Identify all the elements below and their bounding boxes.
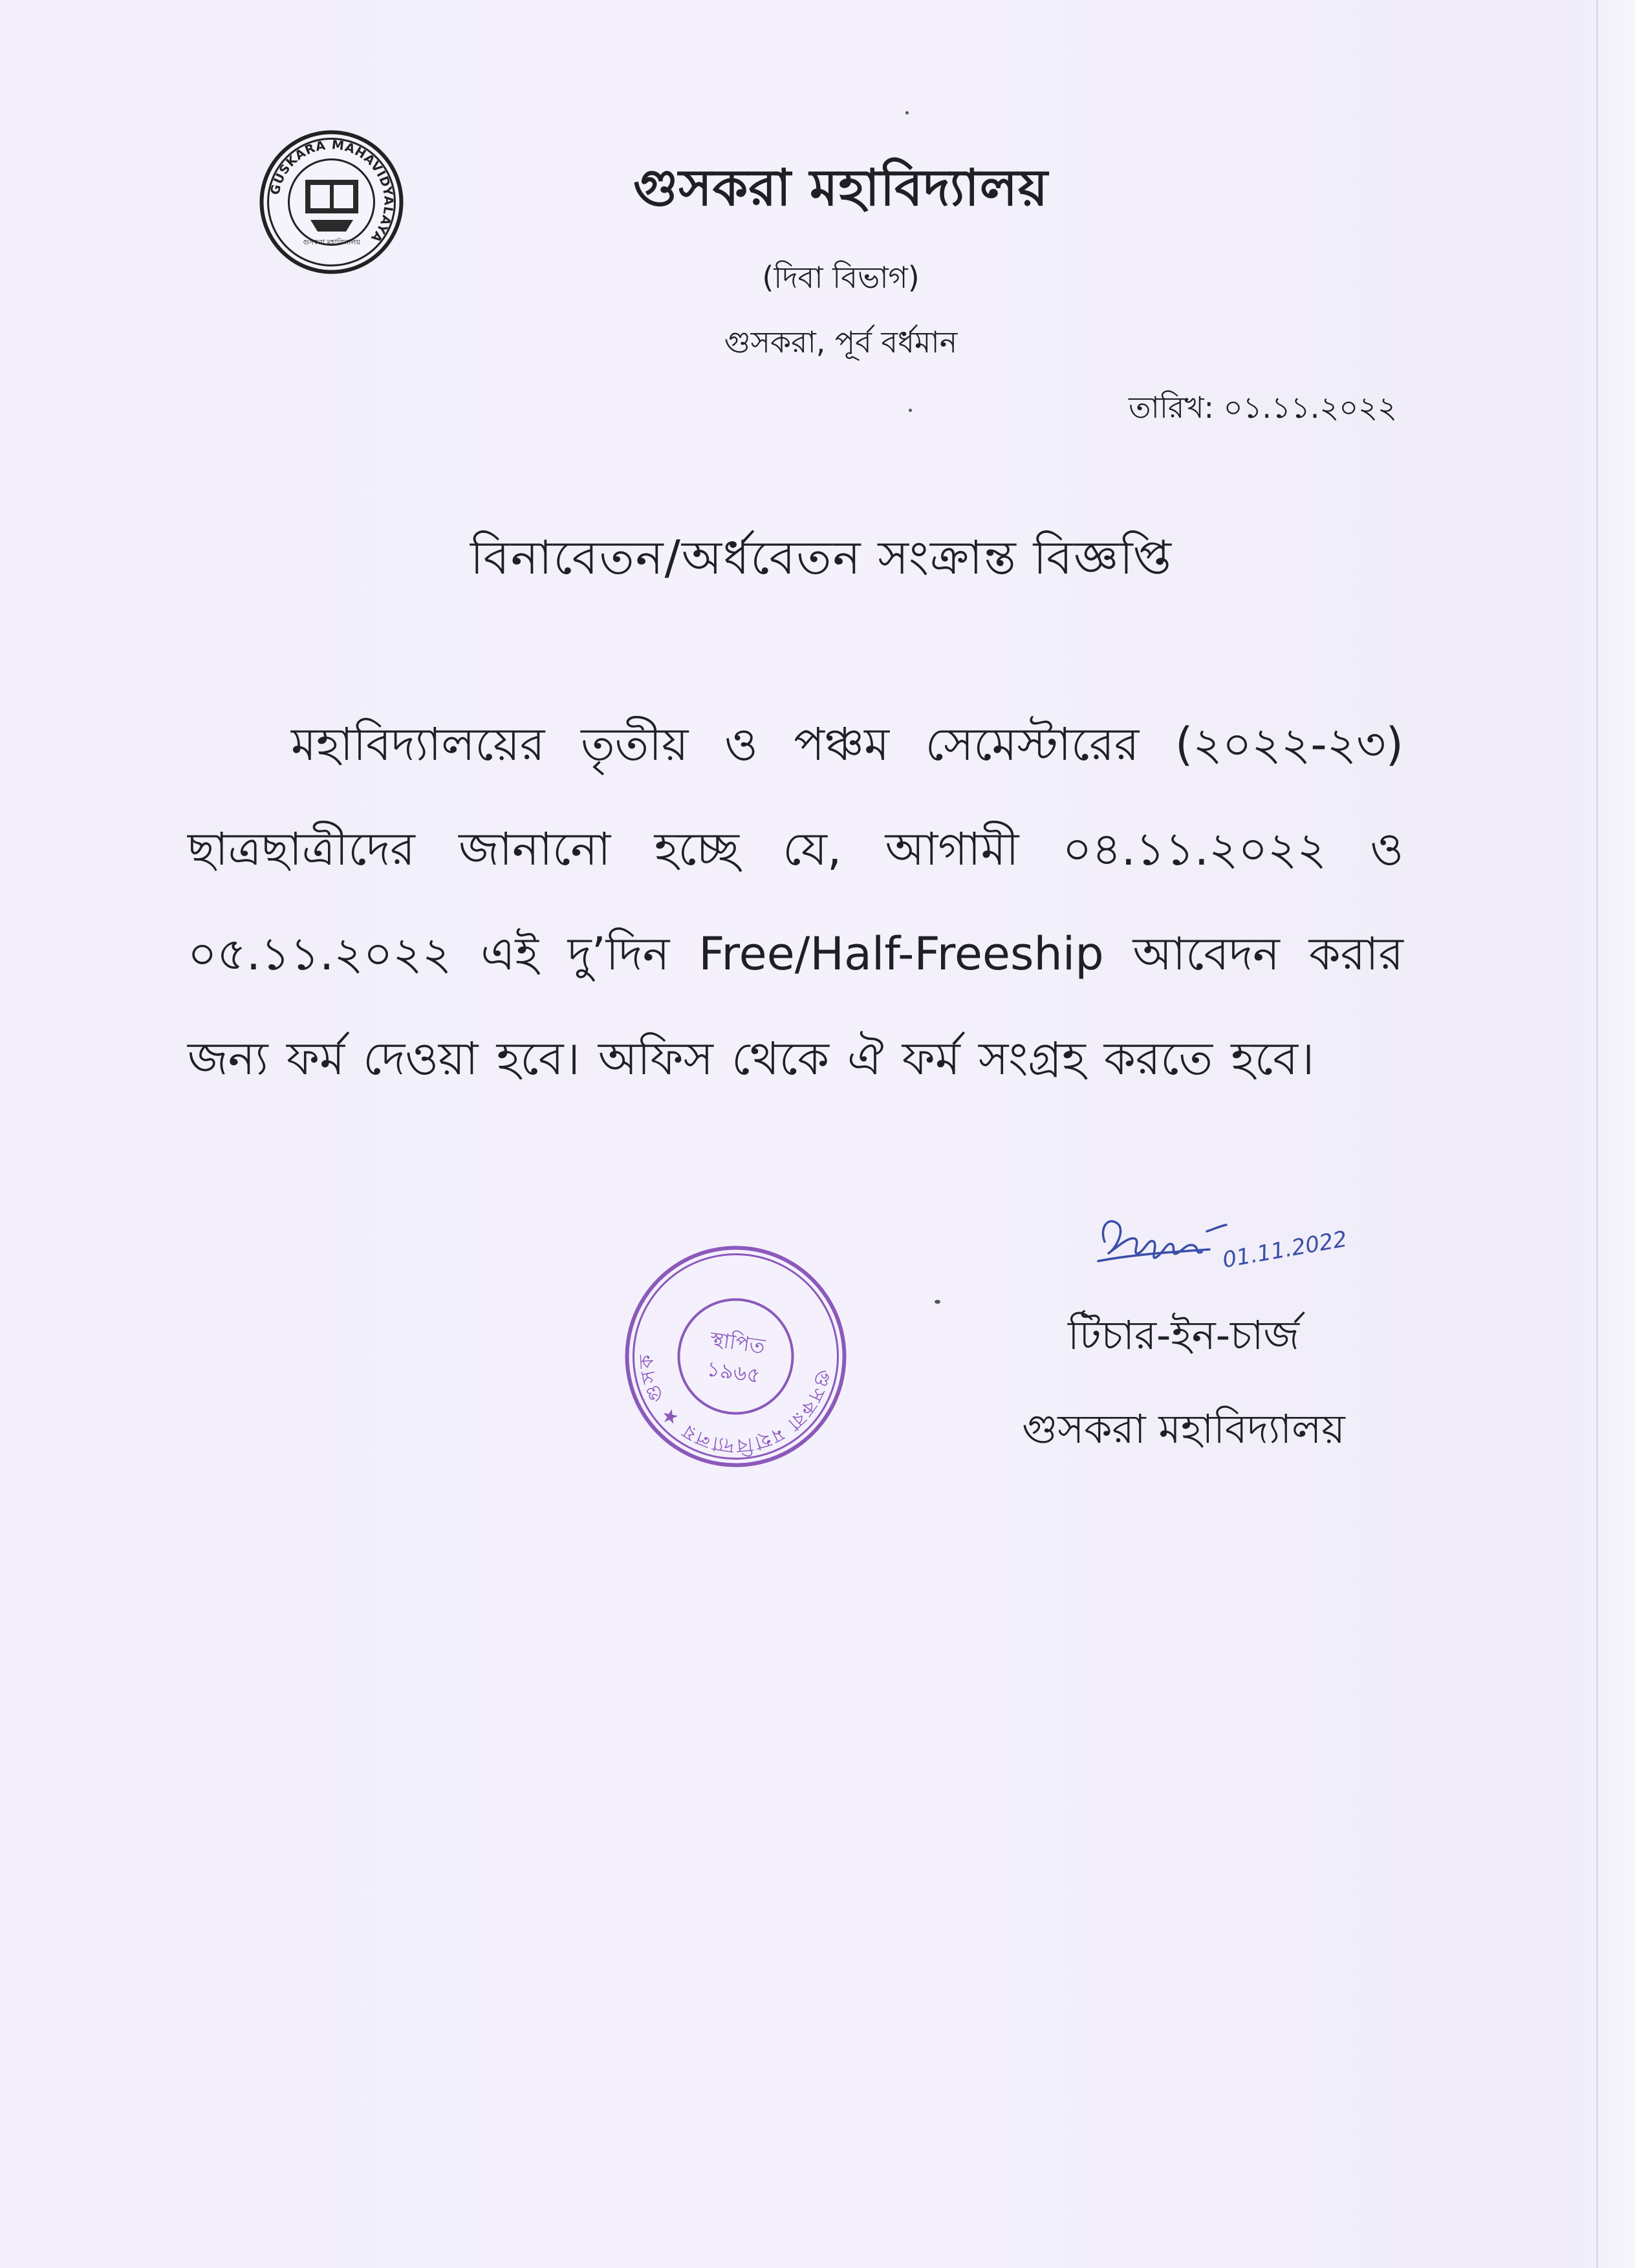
paper-speck (905, 111, 909, 114)
notice-body: মহাবিদ্যালয়ের তৃতীয় ও পঞ্চম সেমেস্টারের (২০২২-২৩) ছাত্রছাত্রীদের জানানো হচ্ছে যে, আগামী ০৪.১১.২০২২ ও ০৫.১১.২০২২ এই দু’দিন Free/Half-Freeship আবেদন করার জন্য ফর্ম দেওয়া হবে। অফিস থেকে ঐ ফর্ম সংগ্রহ করতে হবে। (188, 718, 1403, 1085)
section-label: (দিবা বিভাগ) (762, 260, 920, 295)
college-logo-seal (259, 129, 404, 275)
signature-date: 01.11.2022 (1220, 1226, 1349, 1274)
stamp-center-year: ১৯৬৫ (705, 1356, 762, 1388)
paper-speck (935, 1300, 940, 1304)
notice-date: তারিখ: ০১.১১.২০২২ (1129, 390, 1397, 425)
logo-inner-text: গুসকরা মহাবিদ্যালয় (303, 238, 360, 246)
college-address: গুসকরা, পূর্ব বর্ধমান (724, 325, 958, 360)
stamp-center-label: স্থাপিত (708, 1326, 767, 1359)
signatory-college: গুসকরা মহাবিদ্যালয় (1022, 1405, 1345, 1453)
stamp-ring-text: গুসকরা মহাবিদ্যালয় ★ গুসকরা, (635, 1352, 836, 1458)
logo-ring-text: GUSKARA MAHAVIDYALAYA (268, 137, 396, 246)
college-rubber-stamp (618, 1238, 854, 1474)
signatory-role: টিচার-ইন-চার্জ (1068, 1312, 1299, 1359)
notice-title: বিনাবেতন/অর্ধবেতন সংক্রান্ত বিজ্ঞপ্তি (470, 530, 1173, 585)
paper-edge (1596, 0, 1598, 2268)
paper-speck (909, 409, 912, 412)
handwritten-signature (1093, 1190, 1365, 1319)
college-name-heading: গুসকরা মহাবিদ্যালয় (633, 159, 1048, 217)
